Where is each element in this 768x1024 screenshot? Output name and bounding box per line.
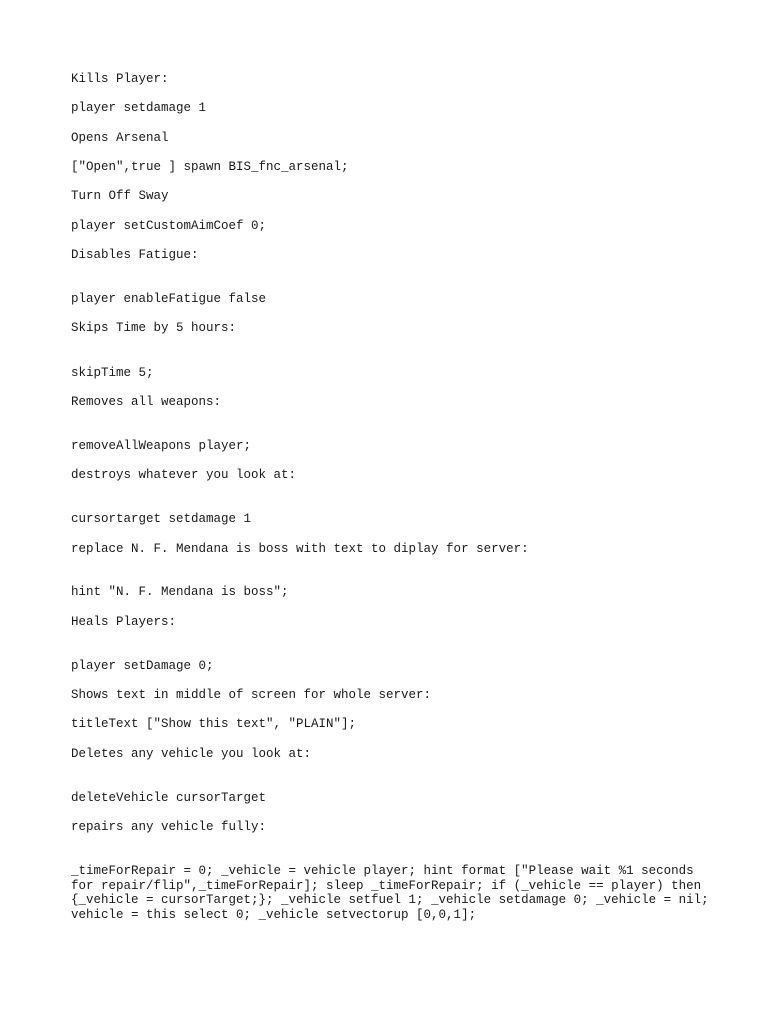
heading-destroys-target: destroys whatever you look at: xyxy=(71,468,297,482)
code-kills-player: player setdamage 1 xyxy=(71,101,207,115)
code-skips-time: skipTime 5; xyxy=(71,366,154,380)
heading-deletes-vehicle: Deletes any vehicle you look at: xyxy=(71,747,312,761)
code-destroys-target: cursortarget setdamage 1 xyxy=(71,512,252,526)
code-opens-arsenal: ["Open",true ] spawn BIS_fnc_arsenal; xyxy=(71,160,349,174)
heading-disables-fatigue: Disables Fatigue: xyxy=(71,248,199,262)
code-heals-players: player setDamage 0; xyxy=(71,659,214,673)
code-server-hint: hint "N. F. Mendana is boss"; xyxy=(71,585,289,599)
heading-server-hint: replace N. F. Mendana is boss with text to diplay for server: xyxy=(71,542,529,556)
heading-title-text: Shows text in middle of screen for whole server: xyxy=(71,688,432,702)
code-disables-fatigue: player enableFatigue false xyxy=(71,292,267,306)
heading-removes-weapons: Removes all weapons: xyxy=(71,395,222,409)
heading-kills-player: Kills Player: xyxy=(71,72,169,86)
code-removes-weapons: removeAllWeapons player; xyxy=(71,439,252,453)
heading-turn-off-sway: Turn Off Sway xyxy=(71,189,169,203)
code-deletes-vehicle: deleteVehicle cursorTarget xyxy=(71,791,267,805)
heading-repairs-vehicle: repairs any vehicle fully: xyxy=(71,820,267,834)
heading-skips-time: Skips Time by 5 hours: xyxy=(71,321,237,335)
code-repairs-vehicle: _timeForRepair = 0; _vehicle = vehicle player; hint format ["Please wait %1 seconds for repair/flip",_timeForRepair]; sleep _timeForRepair; if (_vehicle == player) then {_vehicle = cursorTarget;}; _vehicle setfuel 1; _vehicle setdamage 0; _vehicle = nil; vehicle = this select 0; _vehicle setvectorup [0,0,1]; xyxy=(71,864,717,922)
heading-opens-arsenal: Opens Arsenal xyxy=(71,131,169,145)
code-title-text: titleText ["Show this text", "PLAIN"]; xyxy=(71,717,357,731)
code-turn-off-sway: player setCustomAimCoef 0; xyxy=(71,219,267,233)
heading-heals-players: Heals Players: xyxy=(71,615,177,629)
